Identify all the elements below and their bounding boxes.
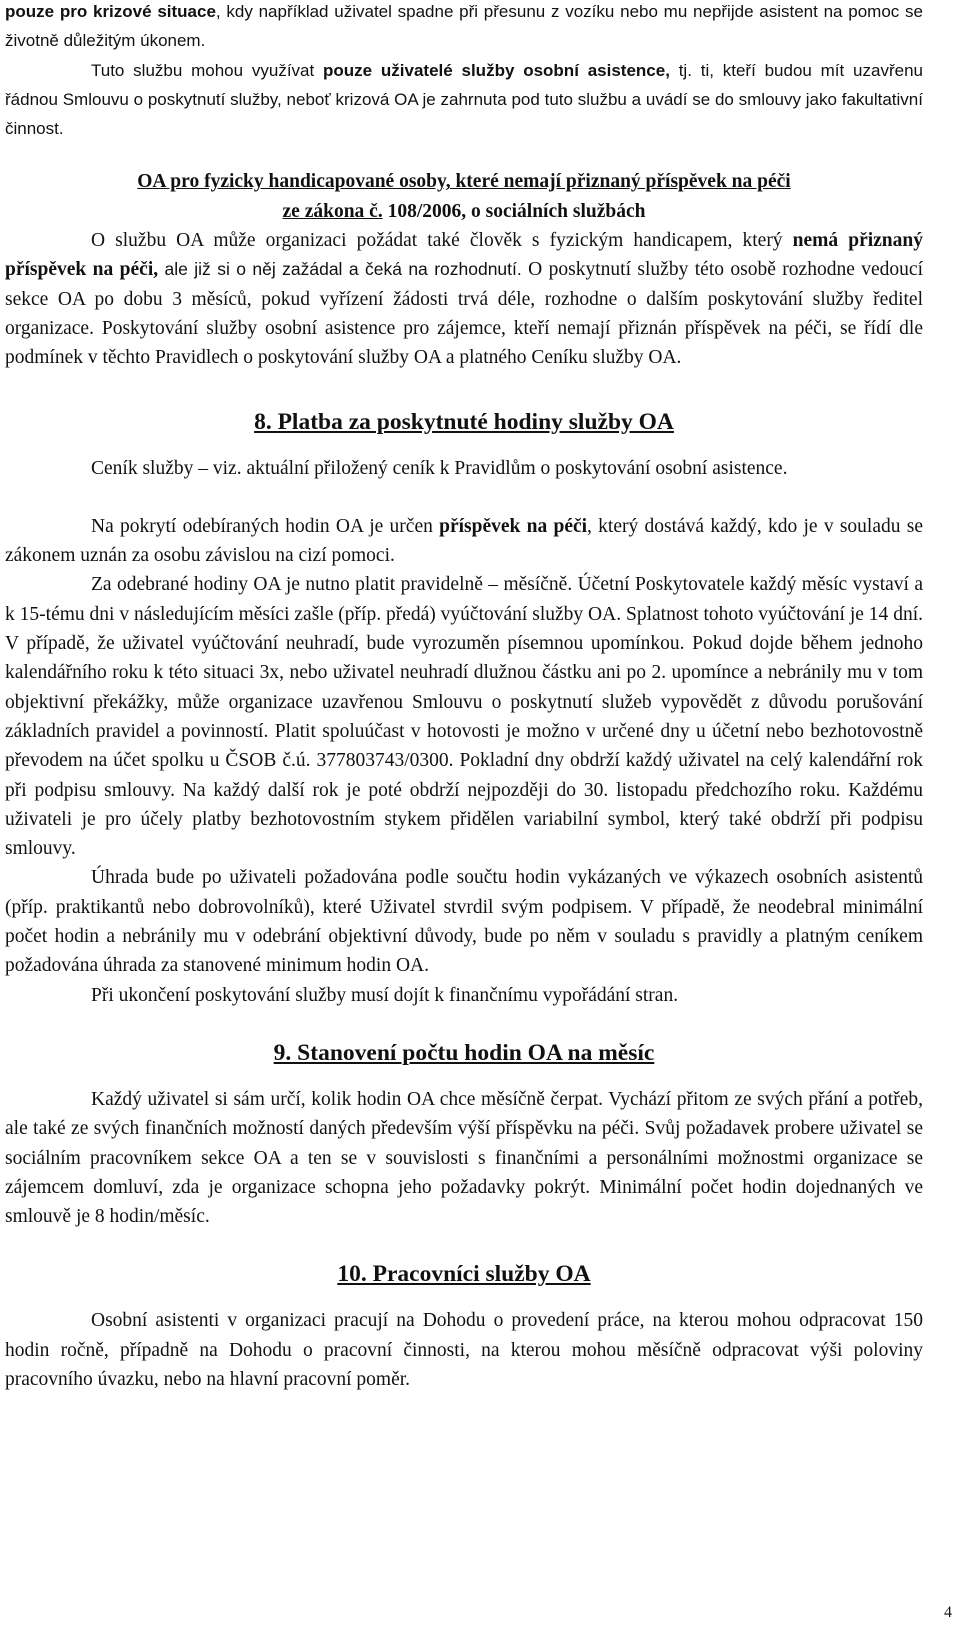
intro-bold-phrase: pouze pro krizové situace xyxy=(5,2,216,21)
intro-text: Tuto službu mohou využívat xyxy=(91,60,324,80)
bold-phrase: příspěvek na péči xyxy=(439,515,588,537)
section-8-title: 8. Platba za poskytnuté hodiny služby OA xyxy=(254,408,674,435)
paragraph-text: O poskytnutí služby této osobě rozhodne vedoucí sekce OA po dobu 3 měsíců, pokud vyřízení žádosti trvá déle, rozhodne o dalším poskytování služby ředitel organizace. Poskytování služby osobní asistence pro zájemce, kteří nemají přiznán příspěvek na péči, se řídí dle podmínek v těchto Pravidlech o poskytování služby OA a platného Ceníku služby OA. xyxy=(5,259,923,369)
paragraph-text: , který dostává každý, kdo je v souladu se zákonem uznán za osobu závislou na cizí pomoci. xyxy=(5,515,923,567)
section-10-paragraph: Osobní asistenti v organizaci pracují na Dohodu o provedení práce, na kterou mohou odpracovat 150 hodin ročně, případně na Dohodu o pracovní činnosti, na kterou mohou měsíčně odpracovat výši poloviny pracovního úvazku, nebo na hlavní pracovní poměr. xyxy=(5,1310,923,1390)
oa-heading-rest: 108/2006, o sociálních službách xyxy=(382,200,646,222)
section-10-title: 10. Pracovníci služby OA xyxy=(337,1261,591,1288)
oa-heading-underlined: ze zákona č. xyxy=(282,200,383,222)
section-8-paragraph-2 xyxy=(5,512,923,571)
oa-section-paragraph xyxy=(5,226,923,372)
document-page xyxy=(5,0,923,1394)
page-number: 4 xyxy=(944,1604,952,1621)
paragraph-text: Na pokrytí odebíraných hodin OA je určen xyxy=(91,515,440,537)
oa-section-heading-line2 xyxy=(5,197,923,226)
intro-text: tj. ti, kteří budou mít uzavřenu řádnou Smlouvu o poskytnutí služby, neboť krizová OA je zahrnuta pod tuto službu a uvádí se do smlouvy jako fakultativní činnost. xyxy=(5,60,923,139)
bold-phrase: nemá přiznaný příspěvek na péči, xyxy=(5,230,923,281)
intro-paragraph-1 xyxy=(5,0,923,56)
sans-text: ale již si o něj zažádal a čeká na rozhodnutí. xyxy=(158,259,522,280)
intro-paragraph-2 xyxy=(5,56,923,144)
intro-bold-phrase: pouze uživatelé služby osobní asistence, xyxy=(323,60,670,80)
oa-section-heading-line1: OA pro fyzicky handicapované osoby, které nemají přiznaný příspěvek na péči xyxy=(137,171,791,193)
section-8-paragraph-5: Při ukončení poskytování služby musí dojít k finančnímu vypořádání stran. xyxy=(91,984,679,1006)
paragraph-text: O službu OA může organizaci požádat také člověk s fyzickým handicapem, který xyxy=(91,230,793,252)
section-9-title: 9. Stanovení počtu hodin OA na měsíc xyxy=(273,1039,655,1066)
intro-text: , kdy například uživatel spadne při přesunu z vozíku nebo mu nepřijde asistent na pomoc se životně důležitým úkonem. xyxy=(5,2,923,51)
section-8-paragraph-4: Úhrada bude po uživateli požadována podle součtu hodin vykázaných ve výkazech osobních asistentů (příp. praktikantů nebo dobrovolníků), které Uživatel stvrdil svým podpisem. V případě, že neodebral minimální počet hodin a nebránily mu v odebrání objektivní důvody, bude po něm v souladu s pravidly a platným ceníkem požadována úhrada za stanovené minimum hodin OA. xyxy=(5,867,923,977)
section-8-paragraph-1: Ceník služby – viz. aktuální přiložený ceník k Pravidlům o poskytování osobní asistence. xyxy=(91,457,788,479)
section-9-paragraph: Každý uživatel si sám určí, kolik hodin OA chce měsíčně čerpat. Vychází přitom ze svých přání a potřeb, ale také ze svých finančních možností daných především výší příspěvku na péči. Svůj požadavek probere uživatel se sociálním pracovníkem sekce OA a ten se v souvislosti s finančními a personálními možnostmi organizace se zájemcem domluví, zda je organizace schopna jeho požadavky pokrýt. Minimální počet hodin dojednaných ve smlouvě je 8 hodin/měsíc. xyxy=(5,1088,923,1228)
section-8-paragraph-3: Za odebrané hodiny OA je nutno platit pravidelně – měsíčně. Účetní Poskytovatele každý měsíc vystaví a k 15-tému dni v následujícím měsíci zašle (příp. předá) vyúčtování služby OA. Splatnost tohoto vyúčtování je 14 dní. V případě, že uživatel vyúčtování neuhradí, bude vyrozuměn písemnou upomínkou. Pokud dojde během jednoho kalendářního roku k této situaci 3x, nebo uživatel neuhradí dlužnou částku ani po 2. upomínce a nebránily mu v tom objektivní překážky, může organizace uzavřenou Smlouvu o poskytnutí služeb vypovědět z důvodu porušování základních pravidel a povinností. Platit spoluúčast v hotovosti je možno v určené dny u účetní nebo bezhotovostně převodem na účet spolku u ČSOB č.ú. 377803743/0300. Pokladní dny obdrží každý uživatel na celý kalendářní rok při podpisu smlouvy. Na každý další rok je poté obdrží nejpozději do 30. listopadu předchozího roku. Každému uživateli je pro účely platby bezhotovostním stykem přidělen variabilní symbol, který také obdrží při podpisu smlouvy. xyxy=(5,574,923,860)
